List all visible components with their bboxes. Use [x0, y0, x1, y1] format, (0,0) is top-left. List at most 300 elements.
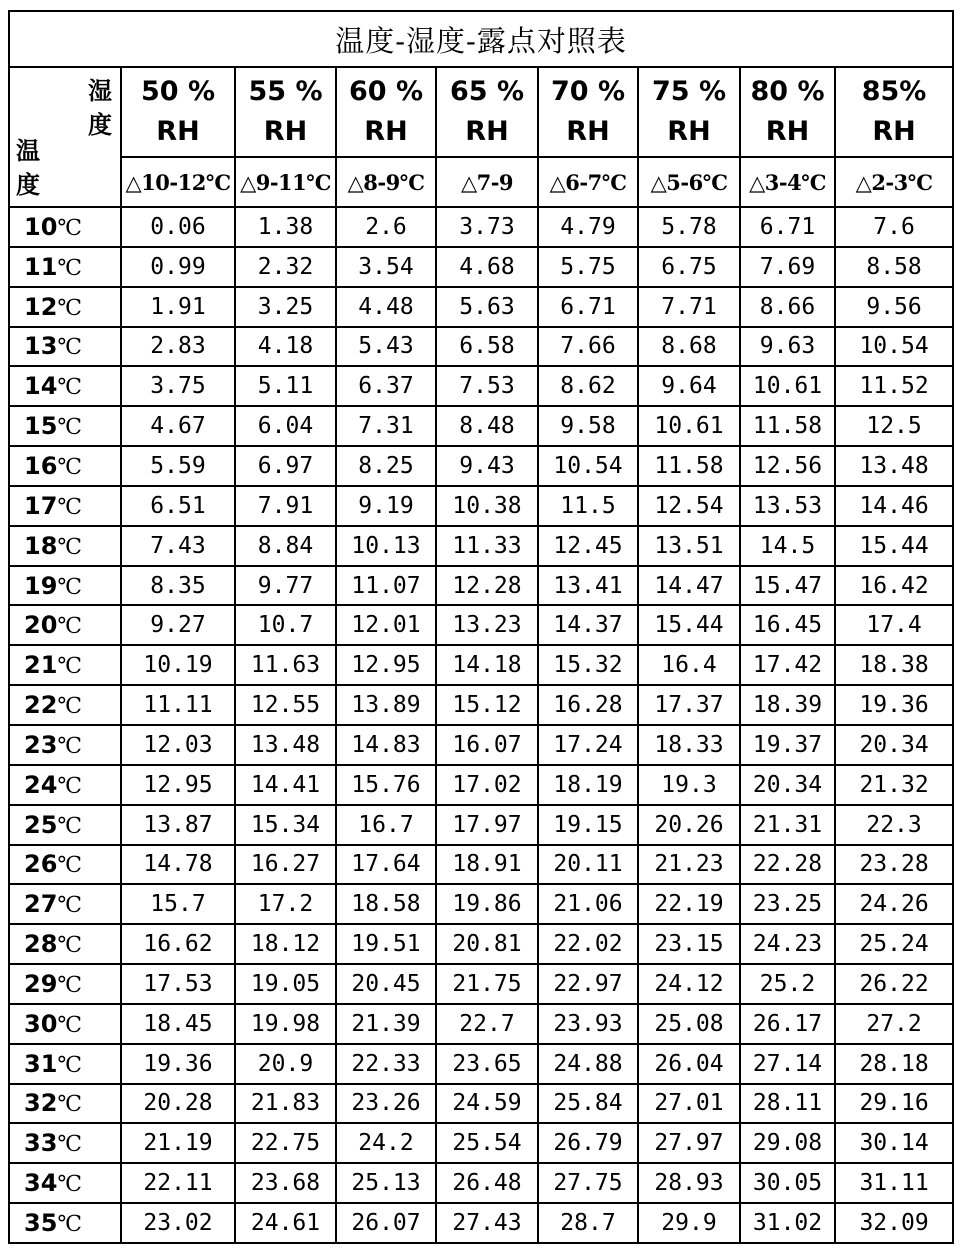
- table-row: [9, 287, 953, 327]
- dew-point-value: 6.04: [235, 406, 336, 446]
- humidity-unit: RH: [667, 116, 711, 147]
- temperature-value: 34: [24, 1169, 58, 1198]
- dew-point-value: 5.59: [121, 446, 235, 486]
- temperature-unit: ℃: [57, 1092, 83, 1118]
- dew-point-value: 14.78: [121, 845, 235, 885]
- dew-point-value: 26.17: [740, 1004, 835, 1044]
- dew-point-value: 16.27: [235, 845, 336, 885]
- dew-point-value: 8.25: [336, 446, 436, 486]
- dew-point-value: 12.01: [336, 605, 436, 645]
- dew-point-value: 12.5: [835, 406, 953, 446]
- temperature-cell: [9, 247, 121, 287]
- dew-point-value: 3.54: [336, 247, 436, 287]
- dew-point-value: 21.32: [835, 765, 953, 805]
- temperature-value: 19: [24, 571, 58, 600]
- dew-point-value: 23.93: [538, 1004, 638, 1044]
- humidity-column-header: [835, 67, 953, 157]
- dew-point-value: 25.2: [740, 964, 835, 1004]
- dew-point-value: 9.27: [121, 605, 235, 645]
- dew-point-value: 16.4: [638, 645, 740, 685]
- dew-point-value: 5.75: [538, 247, 638, 287]
- table-row: [9, 247, 953, 287]
- dew-point-value: 22.11: [121, 1163, 235, 1203]
- dew-point-value: 23.68: [235, 1163, 336, 1203]
- dew-point-value: 8.68: [638, 327, 740, 367]
- dew-point-value: 15.7: [121, 884, 235, 924]
- dew-point-value: 17.4: [835, 605, 953, 645]
- dew-point-value: 14.47: [638, 566, 740, 606]
- table-row: [9, 725, 953, 765]
- temperature-cell: [9, 964, 121, 1004]
- temperature-label-char-1: 温: [16, 136, 40, 165]
- dew-point-value: 7.66: [538, 327, 638, 367]
- table-row: [9, 884, 953, 924]
- dew-point-value: 21.06: [538, 884, 638, 924]
- dew-point-value: 23.26: [336, 1084, 436, 1124]
- dew-point-value: 15.44: [638, 605, 740, 645]
- temperature-axis-label: [16, 134, 40, 202]
- dew-point-value: 28.93: [638, 1163, 740, 1203]
- dew-point-value: 24.23: [740, 924, 835, 964]
- humidity-column-header: [336, 67, 436, 157]
- dew-point-value: 23.15: [638, 924, 740, 964]
- dew-point-value: 10.38: [436, 486, 538, 526]
- dew-point-value: 27.01: [638, 1084, 740, 1124]
- humidity-column-header: [436, 67, 538, 157]
- temperature-value: 16: [24, 451, 58, 480]
- temperature-unit: ℃: [57, 1132, 83, 1158]
- dew-point-value: 16.62: [121, 924, 235, 964]
- temperature-cell: [9, 1044, 121, 1084]
- dew-point-value: 5.78: [638, 207, 740, 247]
- humidity-unit: RH: [263, 116, 308, 147]
- dew-point-value: 14.83: [336, 725, 436, 765]
- dew-point-value: 14.5: [740, 526, 835, 566]
- dew-point-value: 26.04: [638, 1044, 740, 1084]
- humidity-column-header: [235, 67, 336, 157]
- dew-point-value: 15.47: [740, 566, 835, 606]
- dew-point-value: 17.42: [740, 645, 835, 685]
- dew-point-value: 15.12: [436, 685, 538, 725]
- dew-point-value: 7.69: [740, 247, 835, 287]
- dew-point-delta-range: △3-4℃: [740, 157, 835, 207]
- temperature-value: 21: [24, 651, 58, 680]
- dew-point-value: 14.18: [436, 645, 538, 685]
- corner-header-cell: [9, 67, 121, 207]
- dew-point-value: 8.35: [121, 566, 235, 606]
- temperature-unit: ℃: [57, 375, 83, 401]
- temperature-value: 27: [24, 890, 58, 919]
- dew-point-value: 1.91: [121, 287, 235, 327]
- humidity-column-header: [121, 67, 235, 157]
- dew-point-value: 29.16: [835, 1084, 953, 1124]
- dew-point-value: 18.33: [638, 725, 740, 765]
- dew-point-value: 23.28: [835, 845, 953, 885]
- dew-point-delta-range: △7-9: [436, 157, 538, 207]
- dew-point-value: 12.45: [538, 526, 638, 566]
- temperature-unit: ℃: [57, 574, 83, 600]
- dew-point-delta-range: △6-7℃: [538, 157, 638, 207]
- temperature-value: 22: [24, 691, 58, 720]
- dew-point-value: 12.28: [436, 566, 538, 606]
- table-title: 温度-湿度-露点对照表: [9, 11, 953, 67]
- humidity-percent: 55 %: [248, 76, 323, 107]
- dew-point-value: 20.26: [638, 805, 740, 845]
- table-row: [9, 1044, 953, 1084]
- dew-point-value: 12.54: [638, 486, 740, 526]
- dew-point-value: 8.58: [835, 247, 953, 287]
- dew-point-value: 13.87: [121, 805, 235, 845]
- temperature-value: 33: [24, 1129, 58, 1158]
- temperature-cell: [9, 366, 121, 406]
- temperature-unit: ℃: [57, 295, 83, 321]
- temperature-value: 24: [24, 770, 58, 799]
- dew-point-value: 28.18: [835, 1044, 953, 1084]
- dew-point-value: 2.32: [235, 247, 336, 287]
- temperature-unit: ℃: [57, 335, 83, 361]
- dew-point-value: 17.2: [235, 884, 336, 924]
- temperature-value: 12: [24, 292, 58, 321]
- dew-point-value: 17.97: [436, 805, 538, 845]
- temperature-cell: [9, 207, 121, 247]
- dew-point-value: 21.19: [121, 1123, 235, 1163]
- dew-point-value: 3.73: [436, 207, 538, 247]
- temperature-value: 11: [24, 252, 58, 281]
- dew-point-value: 16.45: [740, 605, 835, 645]
- dew-point-value: 19.51: [336, 924, 436, 964]
- dew-point-value: 22.75: [235, 1123, 336, 1163]
- dew-point-value: 24.26: [835, 884, 953, 924]
- temperature-cell: [9, 1123, 121, 1163]
- table-row: [9, 845, 953, 885]
- dew-point-value: 14.37: [538, 605, 638, 645]
- temperature-unit: ℃: [57, 773, 83, 799]
- table-row: [9, 924, 953, 964]
- temperature-cell: [9, 526, 121, 566]
- temperature-unit: ℃: [57, 614, 83, 640]
- dew-point-table-container: [8, 10, 952, 1244]
- temperature-value: 32: [24, 1089, 58, 1118]
- dew-point-value: 24.2: [336, 1123, 436, 1163]
- temperature-value: 29: [24, 969, 58, 998]
- temperature-cell: [9, 1004, 121, 1044]
- dew-point-value: 22.33: [336, 1044, 436, 1084]
- dew-point-value: 22.28: [740, 845, 835, 885]
- dew-point-delta-range: △5-6℃: [638, 157, 740, 207]
- table-body: [9, 207, 953, 1243]
- dew-point-value: 25.24: [835, 924, 953, 964]
- table-row: [9, 1203, 953, 1243]
- dew-point-value: 30.05: [740, 1163, 835, 1203]
- temperature-cell: [9, 725, 121, 765]
- dew-point-value: 23.25: [740, 884, 835, 924]
- temperature-unit: ℃: [57, 853, 83, 879]
- dew-point-value: 24.61: [235, 1203, 336, 1243]
- dew-point-value: 11.58: [740, 406, 835, 446]
- temperature-cell: [9, 685, 121, 725]
- dew-point-value: 16.28: [538, 685, 638, 725]
- table-row: [9, 605, 953, 645]
- dew-point-value: 11.33: [436, 526, 538, 566]
- dew-point-value: 26.22: [835, 964, 953, 1004]
- dew-point-value: 9.63: [740, 327, 835, 367]
- dew-point-value: 19.36: [835, 685, 953, 725]
- temperature-unit: ℃: [57, 1012, 83, 1038]
- dew-point-value: 19.98: [235, 1004, 336, 1044]
- dew-point-value: 7.91: [235, 486, 336, 526]
- dew-point-value: 6.75: [638, 247, 740, 287]
- dew-point-value: 9.19: [336, 486, 436, 526]
- dew-point-value: 28.7: [538, 1203, 638, 1243]
- dew-point-value: 10.61: [638, 406, 740, 446]
- dew-point-value: 21.75: [436, 964, 538, 1004]
- temperature-cell: [9, 765, 121, 805]
- dew-point-value: 18.58: [336, 884, 436, 924]
- dew-point-value: 21.39: [336, 1004, 436, 1044]
- dew-point-value: 2.6: [336, 207, 436, 247]
- table-row: [9, 207, 953, 247]
- temperature-unit: ℃: [57, 733, 83, 759]
- temperature-value: 20: [24, 611, 58, 640]
- dew-point-value: 15.76: [336, 765, 436, 805]
- dew-point-value: 18.19: [538, 765, 638, 805]
- temperature-value: 13: [24, 332, 58, 361]
- dew-point-value: 16.7: [336, 805, 436, 845]
- dew-point-value: 13.48: [235, 725, 336, 765]
- dew-point-value: 23.65: [436, 1044, 538, 1084]
- dew-point-value: 18.91: [436, 845, 538, 885]
- dew-point-value: 8.62: [538, 366, 638, 406]
- humidity-unit: RH: [765, 116, 810, 147]
- dew-point-value: 8.48: [436, 406, 538, 446]
- dew-point-value: 24.88: [538, 1044, 638, 1084]
- dew-point-value: 23.02: [121, 1203, 235, 1243]
- dew-point-value: 13.51: [638, 526, 740, 566]
- dew-point-value: 5.43: [336, 327, 436, 367]
- dew-point-value: 9.64: [638, 366, 740, 406]
- dew-point-value: 20.45: [336, 964, 436, 1004]
- temperature-cell: [9, 446, 121, 486]
- dew-point-value: 31.11: [835, 1163, 953, 1203]
- table-row: [9, 566, 953, 606]
- dew-point-value: 22.19: [638, 884, 740, 924]
- humidity-unit: RH: [566, 116, 610, 147]
- temperature-unit: ℃: [57, 255, 83, 281]
- dew-point-value: 10.61: [740, 366, 835, 406]
- temperature-cell: [9, 287, 121, 327]
- dew-point-value: 11.58: [638, 446, 740, 486]
- humidity-percent: 65 %: [449, 76, 525, 107]
- dew-point-value: 9.58: [538, 406, 638, 446]
- temperature-value: 10: [24, 212, 58, 241]
- temperature-unit: ℃: [57, 694, 83, 720]
- dew-point-value: 22.3: [835, 805, 953, 845]
- dew-point-value: 21.83: [235, 1084, 336, 1124]
- dew-point-value: 18.12: [235, 924, 336, 964]
- humidity-unit: RH: [465, 116, 509, 147]
- dew-point-value: 16.07: [436, 725, 538, 765]
- temperature-value: 17: [24, 491, 58, 520]
- humidity-percent: 60 %: [348, 76, 424, 107]
- temperature-unit: ℃: [57, 813, 83, 839]
- temperature-cell: [9, 486, 121, 526]
- dew-point-value: 22.97: [538, 964, 638, 1004]
- dew-point-value: 11.07: [336, 566, 436, 606]
- dew-point-value: 9.77: [235, 566, 336, 606]
- humidity-unit: RH: [364, 116, 408, 147]
- dew-point-value: 4.79: [538, 207, 638, 247]
- temperature-unit: ℃: [57, 972, 83, 998]
- temperature-cell: [9, 924, 121, 964]
- table-row: [9, 964, 953, 1004]
- temperature-value: 30: [24, 1009, 58, 1038]
- dew-point-value: 29.9: [638, 1203, 740, 1243]
- temperature-unit: ℃: [57, 454, 83, 480]
- dew-point-value: 29.08: [740, 1123, 835, 1163]
- dew-point-value: 7.31: [336, 406, 436, 446]
- humidity-percent: 75 %: [651, 76, 727, 107]
- table-row: [9, 366, 953, 406]
- dew-point-value: 4.18: [235, 327, 336, 367]
- table-row: [9, 1004, 953, 1044]
- dew-point-value: 13.53: [740, 486, 835, 526]
- dew-point-value: 15.44: [835, 526, 953, 566]
- dew-point-value: 17.24: [538, 725, 638, 765]
- dew-point-value: 27.43: [436, 1203, 538, 1243]
- dew-point-delta-range: △8-9℃: [336, 157, 436, 207]
- dew-point-value: 6.51: [121, 486, 235, 526]
- dew-point-delta-range: △10-12℃: [121, 157, 235, 207]
- dew-point-value: 25.84: [538, 1084, 638, 1124]
- dew-point-value: 28.11: [740, 1084, 835, 1124]
- dew-point-value: 11.11: [121, 685, 235, 725]
- dew-point-value: 19.05: [235, 964, 336, 1004]
- dew-point-value: 12.95: [336, 645, 436, 685]
- dew-point-value: 21.23: [638, 845, 740, 885]
- delta-header-row: [9, 157, 953, 207]
- dew-point-value: 9.43: [436, 446, 538, 486]
- dew-point-value: 2.83: [121, 327, 235, 367]
- dew-point-value: 7.43: [121, 526, 235, 566]
- dew-point-value: 18.38: [835, 645, 953, 685]
- temperature-unit: ℃: [57, 933, 83, 959]
- dew-point-value: 6.58: [436, 327, 538, 367]
- dew-point-table: [8, 10, 954, 1244]
- dew-point-value: 25.54: [436, 1123, 538, 1163]
- dew-point-value: 20.81: [436, 924, 538, 964]
- dew-point-value: 17.37: [638, 685, 740, 725]
- dew-point-value: 16.42: [835, 566, 953, 606]
- dew-point-value: 10.54: [538, 446, 638, 486]
- dew-point-value: 19.37: [740, 725, 835, 765]
- dew-point-value: 18.45: [121, 1004, 235, 1044]
- temperature-unit: ℃: [57, 415, 83, 441]
- temperature-unit: ℃: [57, 494, 83, 520]
- dew-point-value: 8.66: [740, 287, 835, 327]
- dew-point-value: 21.31: [740, 805, 835, 845]
- table-row: [9, 765, 953, 805]
- humidity-column-header: [740, 67, 835, 157]
- dew-point-value: 19.36: [121, 1044, 235, 1084]
- temperature-value: 35: [24, 1209, 58, 1238]
- dew-point-value: 27.75: [538, 1163, 638, 1203]
- dew-point-value: 0.06: [121, 207, 235, 247]
- dew-point-value: 30.14: [835, 1123, 953, 1163]
- dew-point-value: 9.56: [835, 287, 953, 327]
- dew-point-value: 27.2: [835, 1004, 953, 1044]
- temperature-label-char-2: 度: [16, 170, 40, 199]
- dew-point-value: 25.13: [336, 1163, 436, 1203]
- humidity-header-row: [9, 67, 953, 157]
- table-row: [9, 1123, 953, 1163]
- temperature-unit: ℃: [57, 534, 83, 560]
- dew-point-value: 13.48: [835, 446, 953, 486]
- temperature-value: 25: [24, 810, 58, 839]
- dew-point-value: 26.79: [538, 1123, 638, 1163]
- temperature-value: 28: [24, 930, 58, 959]
- humidity-percent: 70 %: [550, 76, 626, 107]
- dew-point-value: 14.46: [835, 486, 953, 526]
- table-row: [9, 446, 953, 486]
- dew-point-value: 17.53: [121, 964, 235, 1004]
- table-row: [9, 406, 953, 446]
- temperature-cell: [9, 805, 121, 845]
- dew-point-value: 6.97: [235, 446, 336, 486]
- dew-point-value: 3.25: [235, 287, 336, 327]
- temperature-cell: [9, 884, 121, 924]
- humidity-percent: 80 %: [750, 76, 825, 107]
- humidity-label-char-1: 湿: [88, 76, 112, 105]
- dew-point-value: 13.23: [436, 605, 538, 645]
- table-row: [9, 1084, 953, 1124]
- dew-point-value: 26.48: [436, 1163, 538, 1203]
- dew-point-value: 13.89: [336, 685, 436, 725]
- humidity-unit: RH: [872, 116, 916, 147]
- dew-point-value: 19.3: [638, 765, 740, 805]
- humidity-percent: 85%: [861, 76, 927, 107]
- dew-point-value: 24.12: [638, 964, 740, 1004]
- temperature-value: 15: [24, 412, 58, 441]
- dew-point-value: 13.41: [538, 566, 638, 606]
- dew-point-value: 22.02: [538, 924, 638, 964]
- dew-point-value: 17.64: [336, 845, 436, 885]
- dew-point-value: 6.71: [538, 287, 638, 327]
- temperature-value: 14: [24, 372, 58, 401]
- dew-point-value: 20.11: [538, 845, 638, 885]
- dew-point-value: 4.67: [121, 406, 235, 446]
- dew-point-value: 12.95: [121, 765, 235, 805]
- dew-point-value: 4.68: [436, 247, 538, 287]
- temperature-unit: ℃: [57, 654, 83, 680]
- temperature-unit: ℃: [57, 1052, 83, 1078]
- temperature-cell: [9, 406, 121, 446]
- dew-point-value: 1.38: [235, 207, 336, 247]
- humidity-column-header: [638, 67, 740, 157]
- dew-point-value: 25.08: [638, 1004, 740, 1044]
- dew-point-value: 14.41: [235, 765, 336, 805]
- dew-point-value: 0.99: [121, 247, 235, 287]
- temperature-unit: ℃: [57, 1172, 83, 1198]
- dew-point-value: 6.71: [740, 207, 835, 247]
- dew-point-value: 10.13: [336, 526, 436, 566]
- dew-point-value: 20.9: [235, 1044, 336, 1084]
- humidity-percent: 50 %: [140, 76, 216, 107]
- title-row: [9, 11, 953, 67]
- dew-point-value: 11.63: [235, 645, 336, 685]
- dew-point-value: 20.28: [121, 1084, 235, 1124]
- table-row: [9, 1163, 953, 1203]
- temperature-unit: ℃: [57, 893, 83, 919]
